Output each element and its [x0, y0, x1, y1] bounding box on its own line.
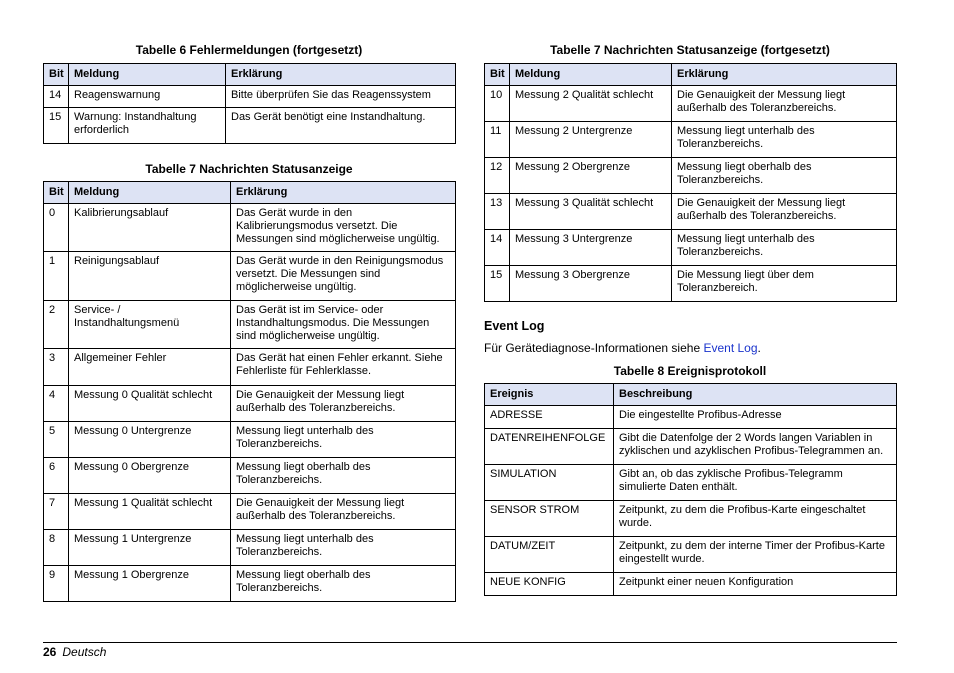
table-cell: Die eingestellte Profibus-Adresse — [614, 406, 897, 429]
table-cell: 3 — [44, 349, 69, 386]
table-row — [485, 122, 897, 158]
table-cell: SENSOR STROM — [485, 501, 614, 537]
table-row — [485, 537, 897, 573]
table7 — [43, 181, 456, 602]
table-header-row — [485, 64, 897, 86]
table-cell: Messung liegt unterhalb des Toleranzbereichs. — [672, 122, 897, 158]
table-cell: 6 — [44, 458, 69, 494]
table-cell: 8 — [44, 530, 69, 566]
table8-caption: Tabelle 8 Ereignisprotokoll — [613, 364, 767, 378]
table-cell: 13 — [485, 194, 510, 230]
table-cell: Messung 3 Untergrenze — [510, 230, 672, 266]
table-row — [44, 349, 456, 386]
table-cell: Zeitpunkt, zu dem die Profibus-Karte eingeschaltet wurde. — [614, 501, 897, 537]
column-header: Erklärung — [672, 64, 897, 86]
table-row — [44, 566, 456, 602]
table-cell: Zeitpunkt, zu dem der interne Timer der Profibus-Karte eingestellt wurde. — [614, 537, 897, 573]
table-cell: Messung 3 Obergrenze — [510, 266, 672, 302]
table-cell: 4 — [44, 386, 69, 422]
table-cell: Messung 0 Obergrenze — [69, 458, 231, 494]
table-cell: 11 — [485, 122, 510, 158]
table-row — [485, 465, 897, 501]
table-cell: Die Genauigkeit der Messung liegt außerhalb des Toleranzbereichs. — [672, 86, 897, 122]
table-header-row — [44, 64, 456, 86]
table-cell: Messung liegt oberhalb des Toleranzbereichs. — [672, 158, 897, 194]
event-log-link[interactable]: Event Log — [703, 341, 758, 355]
table-cell: Kalibrierungsablauf — [69, 204, 231, 252]
table-cell: 14 — [44, 86, 69, 108]
table-row — [485, 194, 897, 230]
table-row — [485, 573, 897, 596]
table-cell: 9 — [44, 566, 69, 602]
table-cell: Das Gerät wurde in den Kalibrierungsmodus versetzt. Die Messungen sind möglicherweise ungültig. — [231, 204, 456, 252]
table-row — [44, 458, 456, 494]
footer-language: Deutsch — [62, 645, 107, 659]
table-cell: ADRESSE — [485, 406, 614, 429]
table-cell: Reinigungsablauf — [69, 252, 231, 301]
table-cell: Messung 2 Qualität schlecht — [510, 86, 672, 122]
table-cell: 15 — [485, 266, 510, 302]
paragraph-text-end: . — [757, 341, 761, 355]
table7-caption: Tabelle 7 Nachrichten Statusanzeige — [145, 162, 353, 176]
column-header: Erklärung — [226, 64, 456, 86]
table-header-row — [485, 384, 897, 406]
table-cell: Die Genauigkeit der Messung liegt außerhalb des Toleranzbereichs. — [672, 194, 897, 230]
table-cell: 15 — [44, 108, 69, 144]
paragraph-text: Für Gerätediagnose-Informationen siehe — [484, 341, 704, 355]
table6-caption: Tabelle 6 Fehlermeldungen (fortgesetzt) — [135, 43, 363, 57]
table-header-row — [44, 182, 456, 204]
footer-divider — [43, 642, 897, 643]
table-cell: 14 — [485, 230, 510, 266]
table-cell: SIMULATION — [485, 465, 614, 501]
table-cell: Messung 1 Untergrenze — [69, 530, 231, 566]
table-cell: Messung liegt unterhalb des Toleranzbereichs. — [231, 422, 456, 458]
table-cell: Messung liegt unterhalb des Toleranzbereichs. — [672, 230, 897, 266]
table6 — [43, 63, 456, 144]
table-cell: Messung 1 Qualität schlecht — [69, 494, 231, 530]
table-row — [44, 204, 456, 252]
table-cell: NEUE KONFIG — [485, 573, 614, 596]
table-row — [44, 108, 456, 144]
table-row — [485, 266, 897, 302]
table-cell: Das Gerät ist im Service- oder Instandhaltungsmodus. Die Messungen sind möglicherweise ungültig. — [231, 301, 456, 349]
column-header: Beschreibung — [614, 384, 897, 406]
table-cell: 0 — [44, 204, 69, 252]
table-cell: Die Messung liegt über dem Toleranzbereich. — [672, 266, 897, 302]
table-cell: Messung 0 Qualität schlecht — [69, 386, 231, 422]
table-row — [485, 86, 897, 122]
table-cell: Messung 0 Untergrenze — [69, 422, 231, 458]
table-cell: Messung 1 Obergrenze — [69, 566, 231, 602]
table-cell: Zeitpunkt einer neuen Konfiguration — [614, 573, 897, 596]
table-cell: Das Gerät hat einen Fehler erkannt. Siehe Fehlerliste für Fehlerklasse. — [231, 349, 456, 386]
table-row — [44, 86, 456, 108]
table-row — [485, 406, 897, 429]
table7cont-caption: Tabelle 7 Nachrichten Statusanzeige (fortgesetzt) — [550, 43, 830, 57]
table-cell: Allgemeiner Fehler — [69, 349, 231, 386]
table7-continued — [484, 63, 897, 302]
table-row — [485, 158, 897, 194]
table-cell: Messung liegt oberhalb des Toleranzbereichs. — [231, 458, 456, 494]
table-row — [44, 494, 456, 530]
table-cell: Das Gerät benötigt eine Instandhaltung. — [226, 108, 456, 144]
table-cell: 5 — [44, 422, 69, 458]
table-cell: Messung liegt oberhalb des Toleranzbereichs. — [231, 566, 456, 602]
column-header: Bit — [44, 64, 69, 86]
table-row — [485, 230, 897, 266]
table-cell: Das Gerät wurde in den Reinigungsmodus versetzt. Die Messungen sind möglicherweise ungültig. — [231, 252, 456, 301]
column-header: Meldung — [69, 64, 226, 86]
table-cell: DATUM/ZEIT — [485, 537, 614, 573]
event-log-paragraph — [484, 341, 761, 355]
table-row — [485, 501, 897, 537]
column-header: Bit — [485, 64, 510, 86]
table-cell: 12 — [485, 158, 510, 194]
table-cell: Reagenswarnung — [69, 86, 226, 108]
page-number: 26 — [43, 645, 57, 659]
table-row — [44, 252, 456, 301]
table-cell: Gibt die Datenfolge der 2 Words langen Variablen in zyklischen und azyklischen Profibus-Telegrammen an. — [614, 429, 897, 465]
section-heading: Event Log — [484, 319, 545, 333]
page-footer — [43, 645, 106, 659]
table-cell: Messung 2 Untergrenze — [510, 122, 672, 158]
table-row — [44, 422, 456, 458]
table-cell: Messung 3 Qualität schlecht — [510, 194, 672, 230]
table-cell: Bitte überprüfen Sie das Reagenssystem — [226, 86, 456, 108]
table-cell: Messung liegt unterhalb des Toleranzbereichs. — [231, 530, 456, 566]
table-cell: Gibt an, ob das zyklische Profibus-Telegramm simulierte Daten enthält. — [614, 465, 897, 501]
table-cell: DATENREIHENFOLGE — [485, 429, 614, 465]
table-row — [44, 530, 456, 566]
table-cell: 10 — [485, 86, 510, 122]
column-header: Erklärung — [231, 182, 456, 204]
table-cell: Die Genauigkeit der Messung liegt außerhalb des Toleranzbereichs. — [231, 386, 456, 422]
table-cell: 2 — [44, 301, 69, 349]
table-cell: 1 — [44, 252, 69, 301]
column-header: Meldung — [510, 64, 672, 86]
table-row — [485, 429, 897, 465]
column-header: Ereignis — [485, 384, 614, 406]
table-row — [44, 301, 456, 349]
column-header: Meldung — [69, 182, 231, 204]
table-cell: Die Genauigkeit der Messung liegt außerhalb des Toleranzbereichs. — [231, 494, 456, 530]
table-cell: Messung 2 Obergrenze — [510, 158, 672, 194]
table-row — [44, 386, 456, 422]
table-cell: Warnung: Instandhaltung erforderlich — [69, 108, 226, 144]
table-cell: 7 — [44, 494, 69, 530]
column-header: Bit — [44, 182, 69, 204]
table-cell: Service- / Instandhaltungsmenü — [69, 301, 231, 349]
table8 — [484, 383, 897, 596]
